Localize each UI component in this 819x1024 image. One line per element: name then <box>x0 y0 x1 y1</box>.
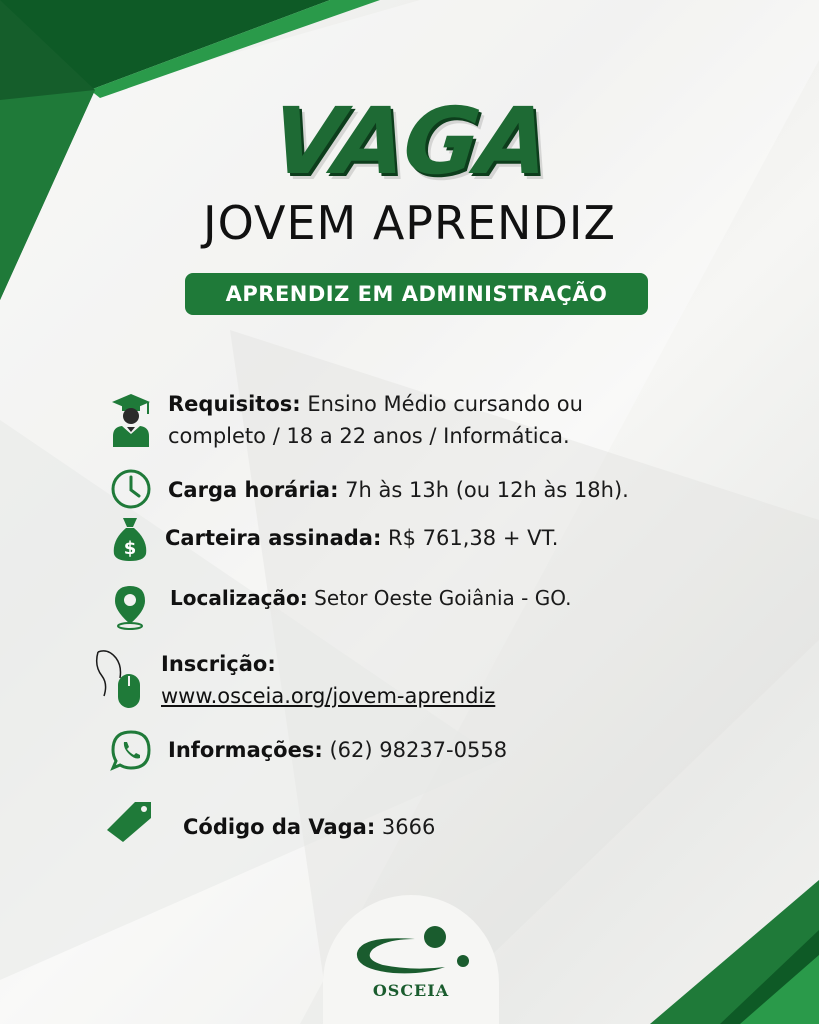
requisitos-row <box>168 388 583 452</box>
codigo-value: 3666 <box>381 815 436 839</box>
inscricao-row <box>161 648 495 712</box>
carga-row <box>168 474 629 506</box>
requisitos-line1: Ensino Médio cursando ou <box>307 392 583 416</box>
carga-label: Carga horária: <box>168 478 339 502</box>
info-row <box>168 734 507 766</box>
graduate-icon <box>110 392 152 448</box>
info-label: Informações: <box>168 738 323 762</box>
info-value: (62) 98237-0558 <box>329 738 508 762</box>
requisitos-line2: completo / 18 a 22 anos / Informática. <box>168 424 570 448</box>
logo-text: OSCEIA <box>372 981 450 1000</box>
codigo-label: Código da Vaga: <box>183 815 376 839</box>
tag-icon <box>105 800 153 844</box>
poster-subtitle: JOVEM APRENDIZ <box>203 196 616 250</box>
mouse-icon <box>94 650 148 710</box>
local-value: Setor Oeste Goiânia - GO. <box>314 586 572 610</box>
location-pin-icon <box>112 584 148 630</box>
carteira-value: R$ 761,38 + VT. <box>388 526 559 550</box>
carga-value: 7h às 13h (ou 12h às 18h). <box>345 478 629 502</box>
local-label: Localização: <box>170 586 308 610</box>
codigo-row <box>183 811 435 843</box>
requisitos-label: Requisitos: <box>168 392 301 416</box>
svg-text:$: $ <box>123 538 137 559</box>
carteira-label: Carteira assinada: <box>165 526 382 550</box>
poster-title: VAGA <box>266 88 553 195</box>
whatsapp-icon <box>110 729 152 771</box>
position-badge: APRENDIZ EM ADMINISTRAÇÃO <box>185 273 648 315</box>
inscricao-label: Inscrição: <box>161 652 276 676</box>
osceia-logo-icon <box>353 925 473 980</box>
inscricao-link[interactable]: www.osceia.org/jovem-aprendiz <box>161 684 496 708</box>
clock-icon <box>110 468 152 510</box>
money-bag-icon <box>112 516 148 562</box>
local-row <box>170 582 572 614</box>
carteira-row <box>165 522 558 554</box>
